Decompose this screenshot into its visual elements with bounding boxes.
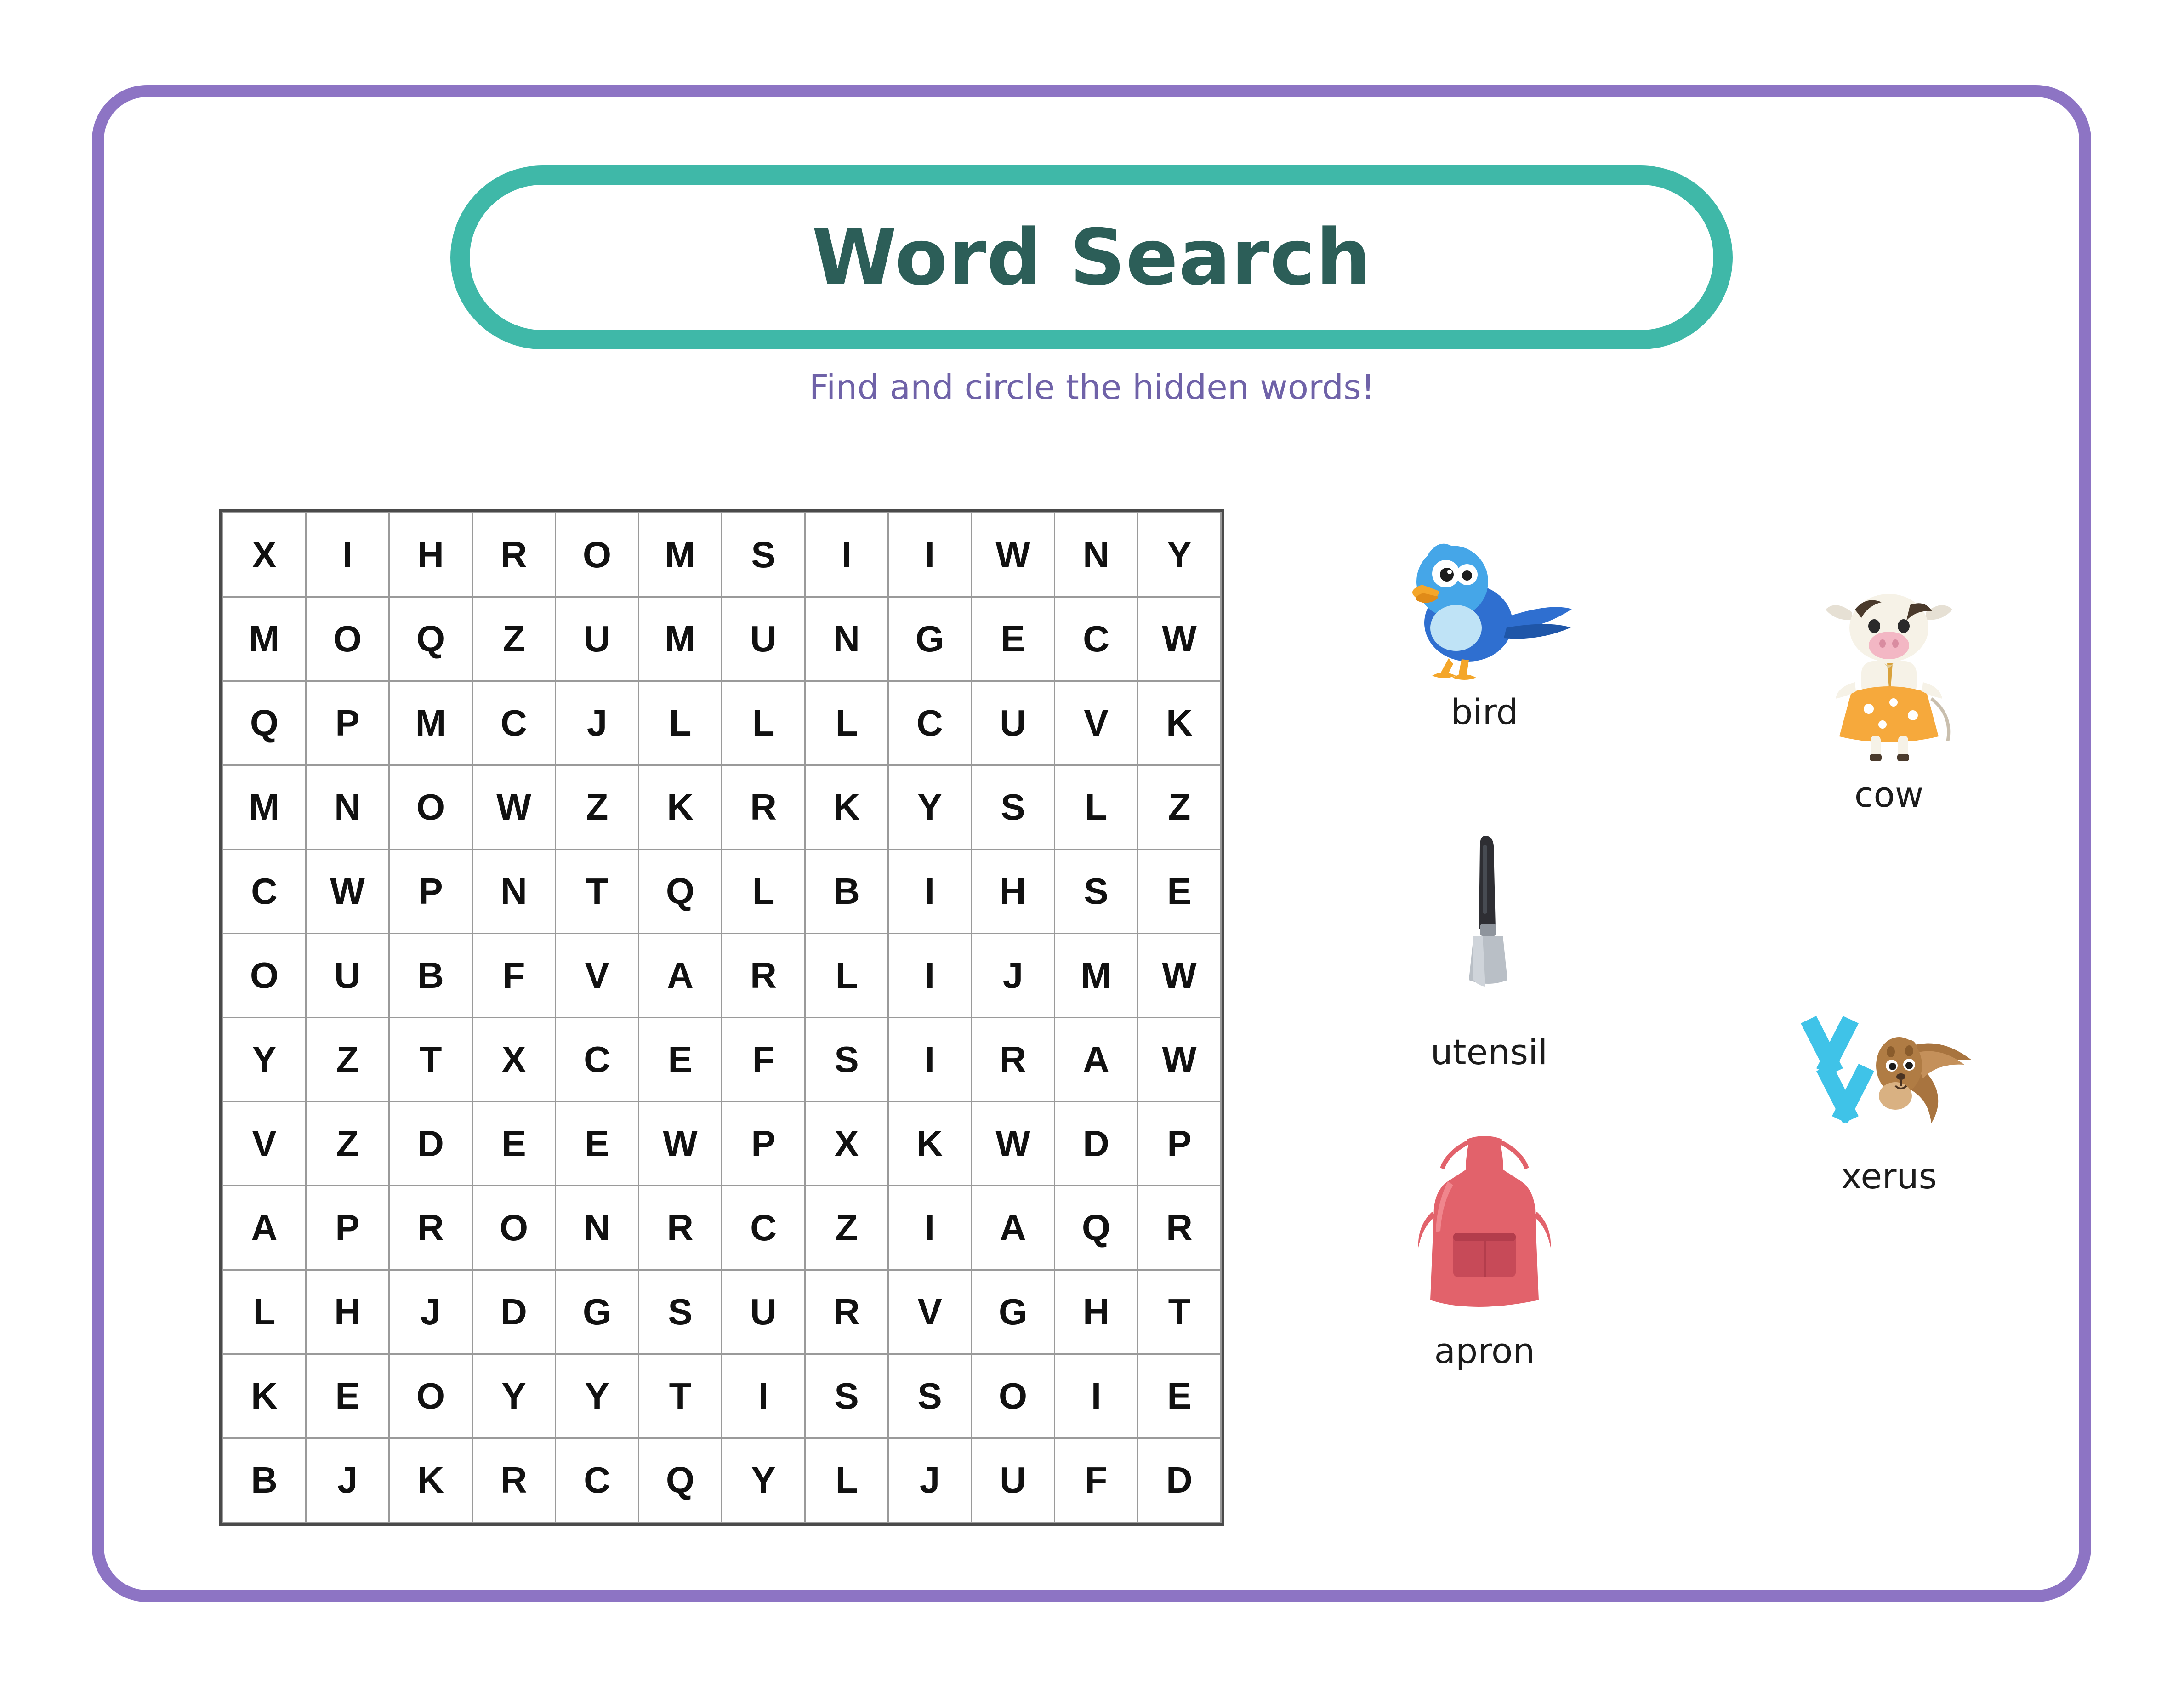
table-row: [223, 1354, 1221, 1438]
grid-cell[interactable]: E: [472, 1102, 556, 1186]
grid-cell[interactable]: G: [556, 1270, 639, 1354]
grid-cell[interactable]: I: [1055, 1354, 1138, 1438]
grid-cell[interactable]: O: [472, 1186, 556, 1270]
grid-cell[interactable]: H: [389, 513, 472, 597]
list-item: [1370, 832, 1609, 1072]
grid-cell[interactable]: F: [472, 934, 556, 1018]
grid-cell[interactable]: W: [306, 850, 389, 934]
grid-cell[interactable]: E: [1138, 1354, 1221, 1438]
table-row: [223, 850, 1221, 934]
grid-cell[interactable]: V: [888, 1270, 972, 1354]
grid-cell[interactable]: I: [888, 513, 972, 597]
grid-cell[interactable]: I: [805, 513, 888, 597]
grid-cell[interactable]: R: [472, 1438, 556, 1523]
grid-cell[interactable]: Y: [1138, 513, 1221, 597]
grid-cell[interactable]: P: [306, 1186, 389, 1270]
grid-cell[interactable]: K: [888, 1102, 972, 1186]
grid-cell[interactable]: I: [888, 934, 972, 1018]
grid-cell[interactable]: E: [306, 1354, 389, 1438]
grid-cell[interactable]: L: [805, 934, 888, 1018]
grid-cell[interactable]: F: [722, 1018, 805, 1102]
grid-cell[interactable]: G: [972, 1270, 1055, 1354]
grid-cell[interactable]: K: [1138, 681, 1221, 765]
word-label: bird: [1450, 691, 1519, 732]
grid-cell[interactable]: C: [223, 850, 306, 934]
grid-cell[interactable]: I: [888, 1018, 972, 1102]
grid-cell[interactable]: S: [805, 1354, 888, 1438]
grid-cell[interactable]: S: [972, 765, 1055, 850]
table-row: [223, 934, 1221, 1018]
grid-cell[interactable]: H: [1055, 1270, 1138, 1354]
grid-cell[interactable]: Q: [639, 1438, 722, 1523]
grid-cell[interactable]: R: [722, 934, 805, 1018]
grid-cell[interactable]: E: [972, 597, 1055, 681]
word-label: utensil: [1430, 1032, 1548, 1072]
grid-cell[interactable]: L: [223, 1270, 306, 1354]
grid-cell[interactable]: Q: [223, 681, 306, 765]
grid-cell[interactable]: T: [556, 850, 639, 934]
grid-cell[interactable]: M: [223, 765, 306, 850]
grid-cell[interactable]: P: [1138, 1102, 1221, 1186]
grid-cell[interactable]: T: [389, 1018, 472, 1102]
grid-cell[interactable]: F: [1055, 1438, 1138, 1523]
grid-cell[interactable]: Y: [888, 765, 972, 850]
grid-cell[interactable]: E: [1138, 850, 1221, 934]
grid-cell[interactable]: V: [556, 934, 639, 1018]
grid-cell[interactable]: P: [722, 1102, 805, 1186]
list-item: [1760, 584, 2018, 815]
grid-cell[interactable]: J: [888, 1438, 972, 1523]
grid-cell[interactable]: S: [805, 1018, 888, 1102]
grid-cell[interactable]: L: [805, 681, 888, 765]
grid-cell[interactable]: I: [888, 850, 972, 934]
grid-cell[interactable]: B: [223, 1438, 306, 1523]
grid-cell[interactable]: J: [556, 681, 639, 765]
grid-cell[interactable]: A: [223, 1186, 306, 1270]
grid-cell[interactable]: L: [722, 850, 805, 934]
grid-cell[interactable]: Q: [639, 850, 722, 934]
grid-cell[interactable]: P: [306, 681, 389, 765]
grid-cell[interactable]: Q: [389, 597, 472, 681]
grid-cell[interactable]: N: [306, 765, 389, 850]
word-list: [1310, 519, 2045, 1508]
grid-cell[interactable]: X: [223, 513, 306, 597]
grid-cell[interactable]: W: [972, 513, 1055, 597]
grid-cell[interactable]: X: [805, 1102, 888, 1186]
grid-cell[interactable]: A: [1055, 1018, 1138, 1102]
grid-cell[interactable]: V: [1055, 681, 1138, 765]
grid-cell[interactable]: C: [472, 681, 556, 765]
grid-cell[interactable]: L: [722, 681, 805, 765]
grid-cell[interactable]: O: [389, 765, 472, 850]
title-banner: [450, 165, 1733, 349]
grid-cell[interactable]: Z: [1138, 765, 1221, 850]
grid-cell[interactable]: R: [389, 1186, 472, 1270]
grid-cell[interactable]: Y: [223, 1018, 306, 1102]
grid-cell[interactable]: L: [639, 681, 722, 765]
grid-cell[interactable]: L: [1055, 765, 1138, 850]
grid-cell[interactable]: C: [556, 1438, 639, 1523]
grid-cell[interactable]: O: [389, 1354, 472, 1438]
grid-cell[interactable]: Y: [556, 1354, 639, 1438]
grid-cell[interactable]: I: [306, 513, 389, 597]
table-row: [223, 513, 1221, 597]
xerus-illustration: [1792, 1011, 1985, 1149]
grid-cell[interactable]: K: [639, 765, 722, 850]
word-label: xerus: [1841, 1156, 1937, 1197]
grid-cell[interactable]: K: [223, 1354, 306, 1438]
grid-cell[interactable]: Z: [556, 765, 639, 850]
grid-cell[interactable]: C: [722, 1186, 805, 1270]
grid-cell[interactable]: M: [639, 513, 722, 597]
grid-cell[interactable]: Y: [472, 1354, 556, 1438]
word-search-grid[interactable]: [219, 509, 1224, 1526]
grid-cell[interactable]: W: [472, 765, 556, 850]
grid-cell[interactable]: C: [556, 1018, 639, 1102]
grid-cell[interactable]: B: [805, 850, 888, 934]
word-label: apron: [1434, 1330, 1535, 1371]
grid-cell[interactable]: W: [1138, 1018, 1221, 1102]
grid-cell[interactable]: U: [722, 597, 805, 681]
grid-cell[interactable]: E: [556, 1102, 639, 1186]
grid-cell[interactable]: O: [223, 934, 306, 1018]
cow-illustration: [1797, 584, 1981, 768]
grid-cell[interactable]: C: [888, 681, 972, 765]
table-row: [223, 1102, 1221, 1186]
grid-cell[interactable]: R: [805, 1270, 888, 1354]
grid-cell[interactable]: A: [972, 1186, 1055, 1270]
page-title: Word Search: [812, 212, 1371, 302]
grid-cell[interactable]: R: [972, 1018, 1055, 1102]
grid-cell[interactable]: S: [722, 513, 805, 597]
bird-illustration: [1388, 533, 1581, 685]
grid-cell[interactable]: W: [639, 1102, 722, 1186]
table-row: [223, 1186, 1221, 1270]
grid-cell[interactable]: M: [223, 597, 306, 681]
grid-cell[interactable]: I: [888, 1186, 972, 1270]
list-item: [1360, 1131, 1609, 1371]
grid-cell[interactable]: R: [1138, 1186, 1221, 1270]
table-row: [223, 1438, 1221, 1523]
grid-cell[interactable]: R: [639, 1186, 722, 1270]
grid-cell[interactable]: E: [639, 1018, 722, 1102]
instructions-text: Find and circle the hidden words!: [809, 368, 1375, 407]
grid-cell[interactable]: P: [389, 850, 472, 934]
grid-cell[interactable]: U: [306, 934, 389, 1018]
grid-cell[interactable]: D: [389, 1102, 472, 1186]
grid-cell[interactable]: K: [805, 765, 888, 850]
table-row: [223, 597, 1221, 681]
grid-cell[interactable]: W: [1138, 597, 1221, 681]
grid-cell[interactable]: T: [639, 1354, 722, 1438]
grid-cell[interactable]: J: [389, 1270, 472, 1354]
grid-cell[interactable]: W: [972, 1102, 1055, 1186]
grid-cell[interactable]: S: [639, 1270, 722, 1354]
list-item: [1356, 533, 1613, 732]
grid-body: [223, 513, 1221, 1523]
grid-cell[interactable]: U: [722, 1270, 805, 1354]
grid-cell[interactable]: R: [722, 765, 805, 850]
grid-cell[interactable]: Z: [805, 1186, 888, 1270]
grid-cell[interactable]: L: [805, 1438, 888, 1523]
grid-cell[interactable]: Z: [472, 597, 556, 681]
grid-cell[interactable]: Z: [306, 1018, 389, 1102]
grid-cell[interactable]: C: [1055, 597, 1138, 681]
table-row: [223, 681, 1221, 765]
grid-cell[interactable]: Q: [1055, 1186, 1138, 1270]
table-row: [223, 1018, 1221, 1102]
grid-cell[interactable]: H: [972, 850, 1055, 934]
grid-cell[interactable]: D: [1055, 1102, 1138, 1186]
table-row: [223, 1270, 1221, 1354]
grid-cell[interactable]: S: [888, 1354, 972, 1438]
grid-cell[interactable]: N: [805, 597, 888, 681]
grid-cell[interactable]: Y: [722, 1438, 805, 1523]
grid-cell[interactable]: V: [223, 1102, 306, 1186]
grid-cell[interactable]: U: [972, 681, 1055, 765]
grid-cell[interactable]: U: [556, 597, 639, 681]
grid-cell[interactable]: N: [556, 1186, 639, 1270]
grid-cell[interactable]: O: [306, 597, 389, 681]
apron-illustration: [1402, 1131, 1567, 1324]
grid-cell[interactable]: D: [1138, 1438, 1221, 1523]
grid-cell[interactable]: G: [888, 597, 972, 681]
grid-cell[interactable]: N: [472, 850, 556, 934]
grid-cell[interactable]: M: [639, 597, 722, 681]
grid-cell[interactable]: I: [722, 1354, 805, 1438]
grid-cell[interactable]: J: [972, 934, 1055, 1018]
grid-cell[interactable]: O: [556, 513, 639, 597]
grid-cell[interactable]: M: [389, 681, 472, 765]
utensil-illustration: [1443, 832, 1535, 1025]
table-row: [223, 765, 1221, 850]
grid-cell[interactable]: T: [1138, 1270, 1221, 1354]
grid-cell[interactable]: H: [306, 1270, 389, 1354]
grid-cell[interactable]: U: [972, 1438, 1055, 1523]
grid-cell[interactable]: A: [639, 934, 722, 1018]
grid-cell[interactable]: K: [389, 1438, 472, 1523]
grid-cell[interactable]: S: [1055, 850, 1138, 934]
word-label: cow: [1854, 774, 1924, 815]
grid-cell[interactable]: W: [1138, 934, 1221, 1018]
grid-cell[interactable]: M: [1055, 934, 1138, 1018]
grid-cell[interactable]: J: [306, 1438, 389, 1523]
grid-cell[interactable]: Z: [306, 1102, 389, 1186]
grid-cell[interactable]: X: [472, 1018, 556, 1102]
grid-cell[interactable]: O: [972, 1354, 1055, 1438]
list-item: [1751, 1011, 2027, 1197]
grid-cell[interactable]: B: [389, 934, 472, 1018]
grid-table: [222, 512, 1222, 1523]
grid-cell[interactable]: D: [472, 1270, 556, 1354]
grid-cell[interactable]: N: [1055, 513, 1138, 597]
grid-cell[interactable]: R: [472, 513, 556, 597]
